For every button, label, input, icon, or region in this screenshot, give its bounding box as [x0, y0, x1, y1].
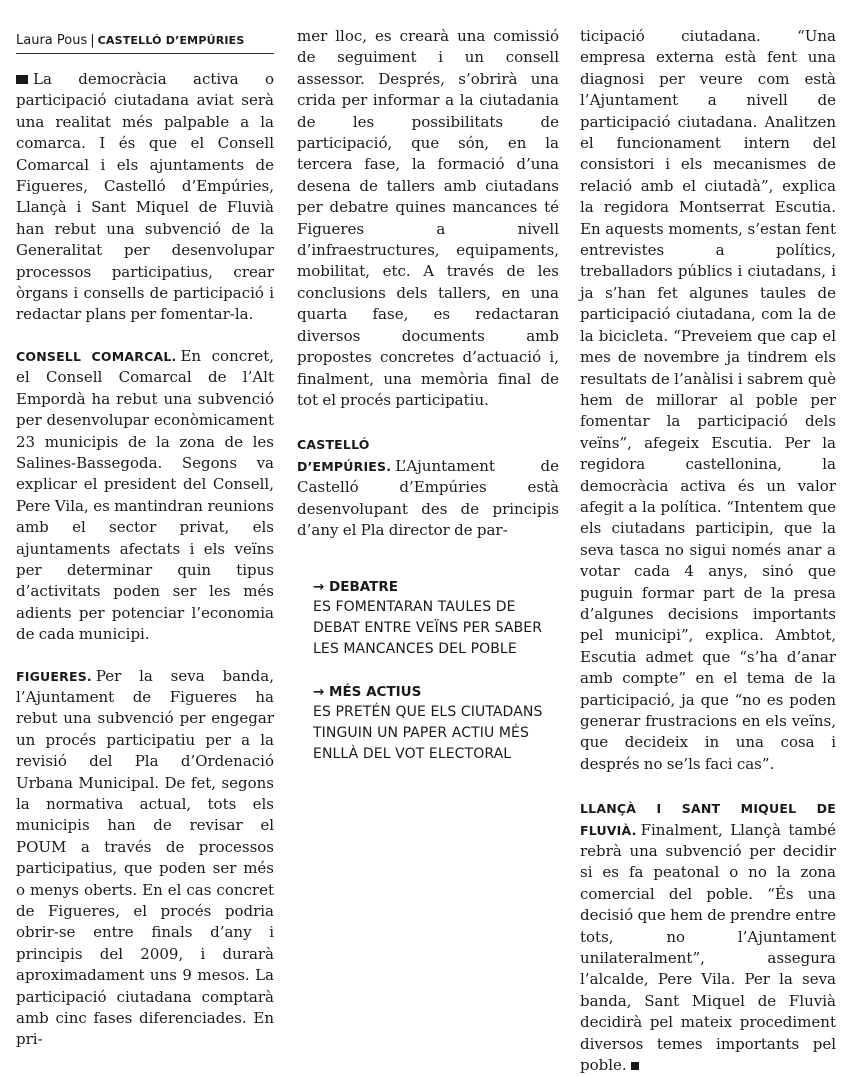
intro-paragraph — [16, 69, 274, 326]
byline-separator: | — [90, 33, 95, 48]
section-figueres — [16, 666, 274, 1051]
callout-debatre — [297, 577, 559, 660]
section-text-llanca: Finalment, Llançà també rebrà una subvenció per decidir si es fa peatonal o no la zona comercial del poble. “És una decisió que hem de prendre entre tots, no l’Ajuntament unilateralment”, assegura l’alcalde, Pere Vila. Per la seva banda, Sant Miquel de Fluvià decidirà pel mateix procediment diversos temes importants pel poble. — [580, 820, 836, 1075]
callout-text: ES FOMENTARAN TAULES DE DEBAT ENTRE VEÏNS PER SABER LES MANCANCES DEL POBLE — [313, 599, 543, 658]
byline-place: CASTELLÓ D’EMPÚRIES — [97, 34, 245, 47]
byline — [16, 33, 274, 54]
column-2 — [297, 0, 559, 765]
section-castello-continued: ticipació ciutadana. “Una empresa externa està fent una diagnosi per veure com està l’Ajuntament a nivell de participació ciutadana. Analitzen el funcionament intern del consistori i els mecanismes de relació amb el ciutadà”, explica la regidora Montserrat Escutia. En aquests moments, s’estan fent entrevistes a polítics, treballadors públics i ciutadans, i ja s’han fet algunes taules de participació ciutadana, com la de la bicicleta. “Preveiem que cap el mes de novembre ja tindrem els resultats de l’anàlisi i sabrem què hem de millorar al poble per fomentar la participació dels veïns”, afegeix Escutia. Per la regidora castellonina, la democràcia activa és un valor afegit a la política. “Intentem que els ciutadans participin, que la seva tasca no sigui només anar a votar cada 4 anys, sinó que puguin formar part de la presa d’algunes decisions importants pel municipi”, explica. Ambtot, Escutia admet que “s’ha d’anar amb compte” en el tema de la participació, ja que “no es poden generar frustracions en els veïns, que decideix in una cosa i després no se’ls faci cas”. — [580, 27, 836, 773]
section-lead-consell: CONSELL COMARCAL. — [16, 348, 177, 364]
section-figueres-continued: mer lloc, es crearà una comissió de seguiment i un consell assessor. Després, s’obrirà una crida per informar a la ciutadania de les possibilitats de participació, que són, en la tercera fase, la formació d’una desena de tallers amb ciutadans per debatre quines mancances té Figueres a nivell d’infraestructures, equipaments, mobilitat, etc. A través de les conclusions dels tallers, en una quarta fase, es redactaran diversos documents amb propostes concretes d’actuació i, finalment, una memòria final de tot el procés participatiu. — [297, 27, 559, 409]
callout-mes-actius — [297, 682, 559, 765]
section-text-castello: L’Ajuntament de Castelló d’Empúries està desenvolupant des de principis d’any el Pla director de par- — [297, 456, 559, 539]
section-lead-llanca: LLANÇÀ I SANT MIQUEL DE FLUVIÀ. — [580, 801, 836, 838]
section-llanca — [580, 798, 836, 1076]
callout-title: → MÉS ACTIUS — [313, 684, 422, 701]
section-consell — [16, 346, 274, 646]
callout-title: → DEBATRE — [313, 579, 398, 596]
section-text-consell: En concret, el Consell Comarcal de l’Alt Empordà ha rebut una subvenció per desenvolupar econòmicament 23 municipis de la zona de les Salines-Bassegoda. Segons va explicar el president del Consell, Pere Vila, es mantindran reunions amb el sector privat, els ajuntaments afectats i els veïns per determinar quin tipus d’activitats poden ser les més adients per potenciar l’economia de cada municipi. — [16, 346, 274, 644]
bullet-square-icon — [16, 75, 28, 84]
section-text-figueres: Per la seva banda, l’Ajuntament de Figueres ha rebut una subvenció per engegar un procés participatiu per a la revisió del Pla d’Ordenació Urbana Municipal. De fet, segons la normativa actual, tots els municipis han de revisar el POUM a través de processos participatius, que poden ser més o menys oberts. En el cas concret de Figueres, el procés podria obrir-se entre finals d’any i principis del 2009, i durarà aproximadament uns 9 mesos. La participació ciutadana comptarà amb cinc fases diferenciades. En pri- — [16, 666, 274, 1049]
section-castello — [297, 434, 559, 541]
column-1 — [16, 0, 274, 1051]
callout-text: ES PRETÉN QUE ELS CIUTADANS TINGUIN UN PAPER ACTIU MÉS ENLLÀ DEL VOT ELECTORAL — [313, 704, 543, 763]
section-lead-figueres: FIGUERES. — [16, 668, 92, 684]
author-name: Laura Pous — [16, 33, 88, 48]
section-lead-castello: CASTELLÓ D’EMPÚRIES. — [297, 437, 392, 474]
intro-text: La democràcia activa o participació ciutadana aviat serà una realitat més palpable a la comarca. I és que el Consell Comarcal i els ajuntaments de Figueres, Castelló d’Empúries, Llançà i Sant Miquel de Fluvià han rebut una subvenció de la Generalitat per desenvolupar processos participatius, crear òrgans i consells de participació i redactar plans per fomentar-la. — [16, 70, 274, 324]
end-mark-icon — [631, 1062, 639, 1070]
column-3 — [580, 0, 836, 1077]
